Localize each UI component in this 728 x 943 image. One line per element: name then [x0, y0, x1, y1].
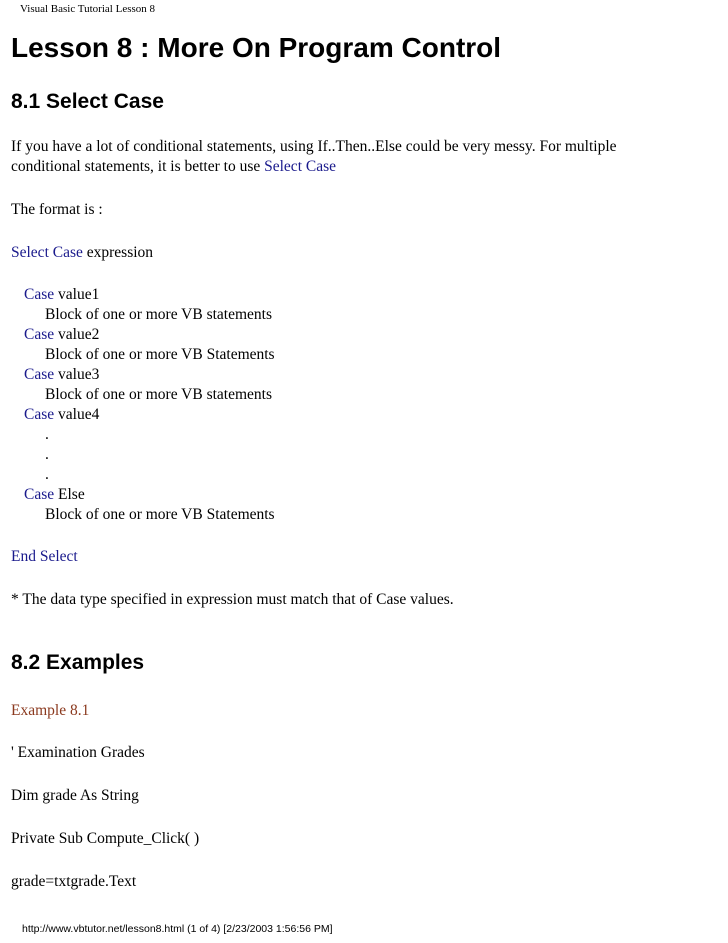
syntax-case-line	[24, 325, 99, 345]
code-sub-line: Private Sub Compute_Click( )	[11, 830, 200, 847]
syntax-ellipsis-dot: .	[45, 426, 49, 443]
end-select-keyword: End Select	[11, 548, 78, 565]
syntax-ellipsis-dot: .	[45, 466, 49, 483]
intro-paragraph-line-2	[11, 157, 336, 177]
data-type-note: * The data type specified in expression must match that of Case values.	[11, 591, 454, 608]
intro-paragraph-line-1: If you have a lot of conditional statements, using If..Then..Else could be very messy. For multiple	[11, 138, 617, 155]
syntax-case-line	[24, 285, 99, 305]
select-case-keyword: Select Case	[11, 244, 83, 261]
syntax-block-line: Block of one or more VB statements	[45, 386, 273, 403]
case-keyword: Case	[24, 366, 55, 383]
running-header: Visual Basic Tutorial Lesson 8	[20, 3, 156, 15]
case-keyword: Case	[24, 286, 55, 303]
syntax-case-else-line	[24, 485, 85, 505]
page-footer-url: http://www.vbtutor.net/lesson8.html (1 of 4) [2/23/2003 1:56:56 PM]	[22, 923, 333, 935]
select-case-keyword: Select Case	[264, 158, 337, 175]
section-heading-select-case: 8.1 Select Case	[11, 90, 164, 113]
section-heading-examples: 8.2 Examples	[11, 651, 145, 674]
code-assignment-line: grade=txtgrade.Text	[11, 873, 137, 890]
format-label: The format is :	[11, 201, 103, 218]
case-keyword: Case	[24, 406, 55, 423]
syntax-case-line	[24, 405, 99, 425]
syntax-block-line: Block of one or more VB statements	[45, 306, 273, 323]
syntax-ellipsis-dot: .	[45, 446, 49, 463]
code-dim-line: Dim grade As String	[11, 787, 139, 804]
case-value: value4	[54, 406, 100, 423]
page-title: Lesson 8 : More On Program Control	[11, 32, 502, 63]
intro-text: conditional statements, it is better to use	[11, 158, 265, 175]
code-comment-line: ' Examination Grades	[11, 744, 145, 761]
example-label: Example 8.1	[11, 702, 90, 719]
syntax-block-line: Block of one or more VB Statements	[45, 346, 275, 363]
syntax-select-line	[11, 243, 153, 263]
syntax-case-line	[24, 365, 99, 385]
syntax-block-line: Block of one or more VB Statements	[45, 506, 275, 523]
case-keyword: Case	[24, 486, 55, 503]
case-value: value2	[54, 326, 100, 343]
case-keyword: Case	[24, 326, 55, 343]
case-else-value: Else	[54, 486, 85, 503]
syntax-expression: expression	[82, 244, 154, 261]
case-value: value1	[54, 286, 100, 303]
case-value: value3	[54, 366, 100, 383]
